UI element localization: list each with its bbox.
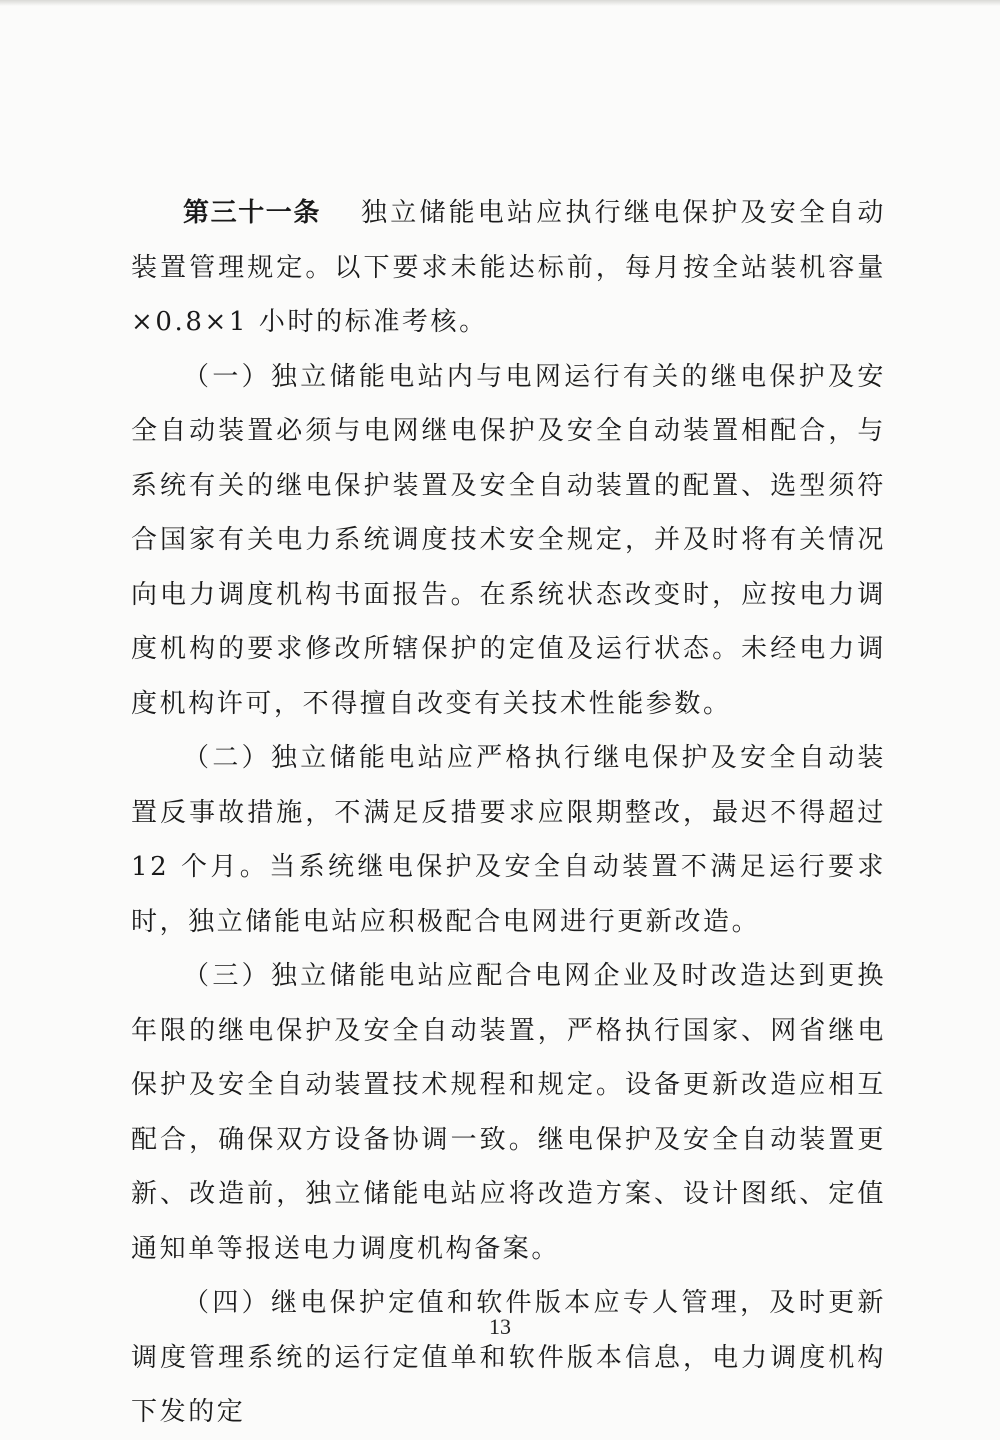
scan-top-edge — [0, 0, 1000, 6]
article-intro-text: 独立储能电站应执行继电保护及安全自动装置管理规定。以下要求未能达标前，每月按全站装机容量×0.8×1 小时的标准考核。 — [131, 198, 886, 337]
item-text-4: 继电保护定值和软件版本应专人管理，及时更新调度管理系统的运行定值单和软件版本信息，电力调度机构下发的定 — [131, 1288, 886, 1427]
article-31-paragraph — [131, 186, 886, 350]
item-text-3: 独立储能电站应配合电网企业及时改造达到更换年限的继电保护及安全自动装置，严格执行国家、网省继电保护及安全自动装置技术规程和规定。设备更新改造应相互配合，确保双方设备协调一致。继电保护及安全自动装置更新、改造前，独立储能电站应将改造方案、设计图纸、定值通知单等报送电力调度机构备案。 — [131, 961, 886, 1264]
item-text-2: 独立储能电站应严格执行继电保护及安全自动装置反事故措施，不满足反措要求应限期整改，最迟不得超过 12 个月。当系统继电保护及安全自动装置不满足运行要求时，独立储能电站应积极配合电网进行更新改造。 — [131, 743, 886, 937]
document-body — [131, 186, 886, 1440]
item-text-1: 独立储能电站内与电网运行有关的继电保护及安全自动装置必须与电网继电保护及安全自动装置相配合，与系统有关的继电保护装置及安全自动装置的配置、选型须符合国家有关电力系统调度技术安全规定，并及时将有关情况向电力调度机构书面报告。在系统状态改变时，应按电力调度机构的要求修改所辖保护的定值及运行状态。未经电力调度机构许可，不得擅自改变有关技术性能参数。 — [131, 361, 886, 719]
article-heading: 第三十一条 — [183, 198, 321, 228]
item-paragraph-1 — [131, 350, 886, 732]
item-paragraph-2 — [131, 731, 886, 949]
item-paragraph-3 — [131, 949, 886, 1276]
item-paragraph-4 — [131, 1276, 886, 1440]
item-label-3: （三） — [183, 961, 271, 991]
item-label-2: （二） — [183, 743, 271, 773]
item-label-4: （四） — [183, 1288, 271, 1318]
page-number: 13 — [489, 1314, 511, 1339]
item-label-1: （一） — [183, 361, 271, 392]
